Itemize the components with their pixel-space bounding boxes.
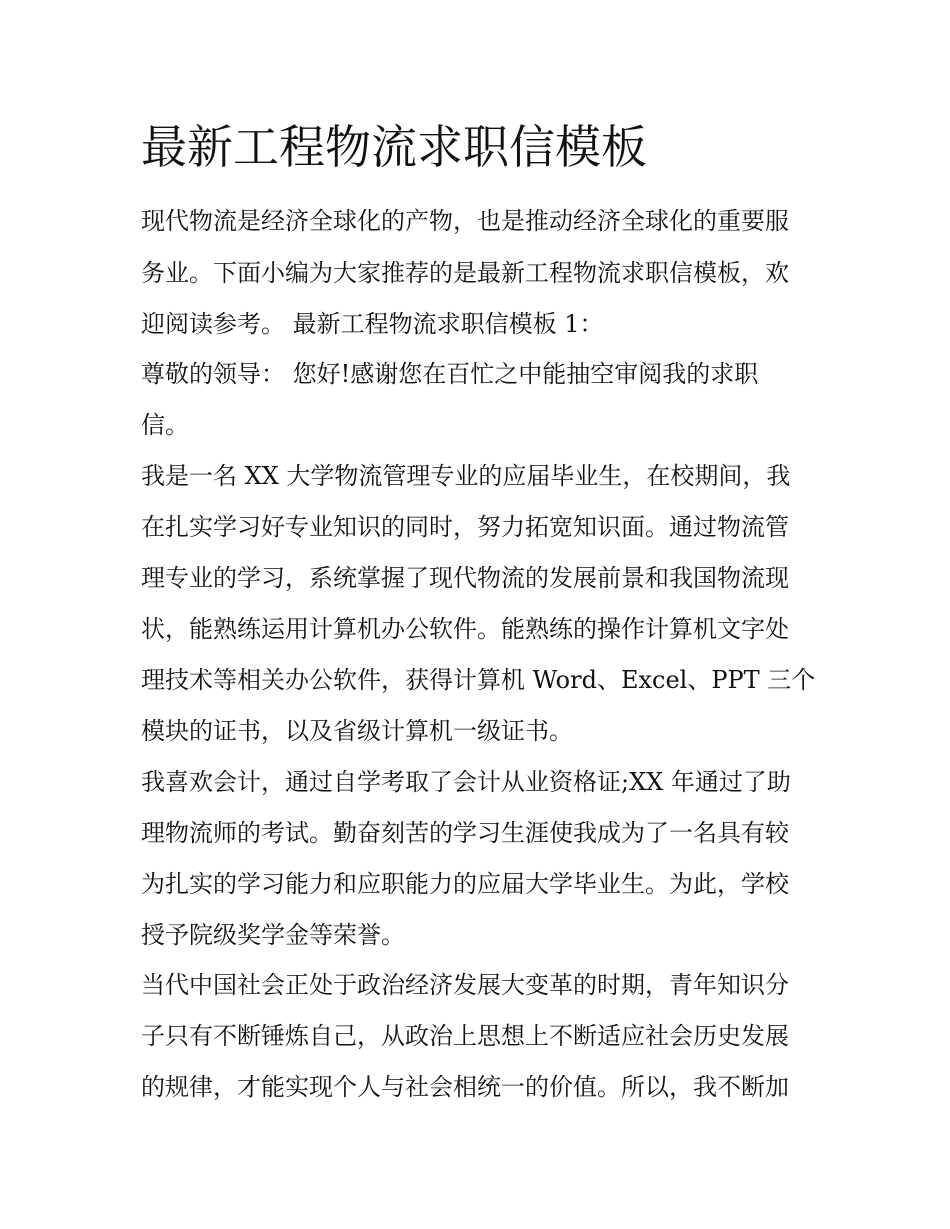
text-line: 子只有不断锤炼自己，从政治上思想上不断适应社会历史发展	[141, 1022, 789, 1050]
text-line: 的规律，才能实现个人与社会相统一的价值。所以，我不断加	[141, 1073, 789, 1101]
text-line: 理专业的学习，系统掌握了现代物流的发展前景和我国物流现	[141, 564, 789, 592]
text-line: 在扎实学习好专业知识的同时，努力拓宽知识面。通过物流管	[141, 513, 789, 541]
text-line: 我喜欢会计，通过自学考取了会计从业资格证;XX 年通过了助	[141, 768, 791, 796]
text-line: 理物流师的考试。勤奋刻苦的学习生涯使我成为了一名具有较	[141, 819, 789, 847]
document-title: 最新工程物流求职信模板	[141, 120, 647, 174]
text-line: 状，能熟练运用计算机办公软件。能熟练的操作计算机文字处	[141, 615, 789, 643]
text-line: 理技术等相关办公软件，获得计算机 Word、Excel、PPT 三个	[141, 666, 816, 694]
text-line: 迎阅读参考。 最新工程物流求职信模板 1：	[141, 310, 604, 338]
text-line: 现代物流是经济全球化的产物，也是推动经济全球化的重要服	[141, 207, 789, 235]
text-line: 尊敬的领导： 您好!感谢您在百忙之中能抽空审阅我的求职	[141, 360, 759, 388]
text-line: 为扎实的学习能力和应职能力的应届大学毕业生。为此，学校	[141, 870, 789, 898]
text-line: 信。	[141, 411, 189, 439]
text-line: 我是一名 XX 大学物流管理专业的应届毕业生，在校期间，我	[141, 462, 791, 490]
text-line: 模块的证书，以及省级计算机一级证书。	[141, 717, 573, 745]
text-line: 授予院级奖学金等荣誉。	[141, 921, 405, 949]
text-line: 当代中国社会正处于政治经济发展大变革的时期，青年知识分	[141, 971, 789, 999]
text-line: 务业。下面小编为大家推荐的是最新工程物流求职信模板，欢	[141, 259, 789, 287]
